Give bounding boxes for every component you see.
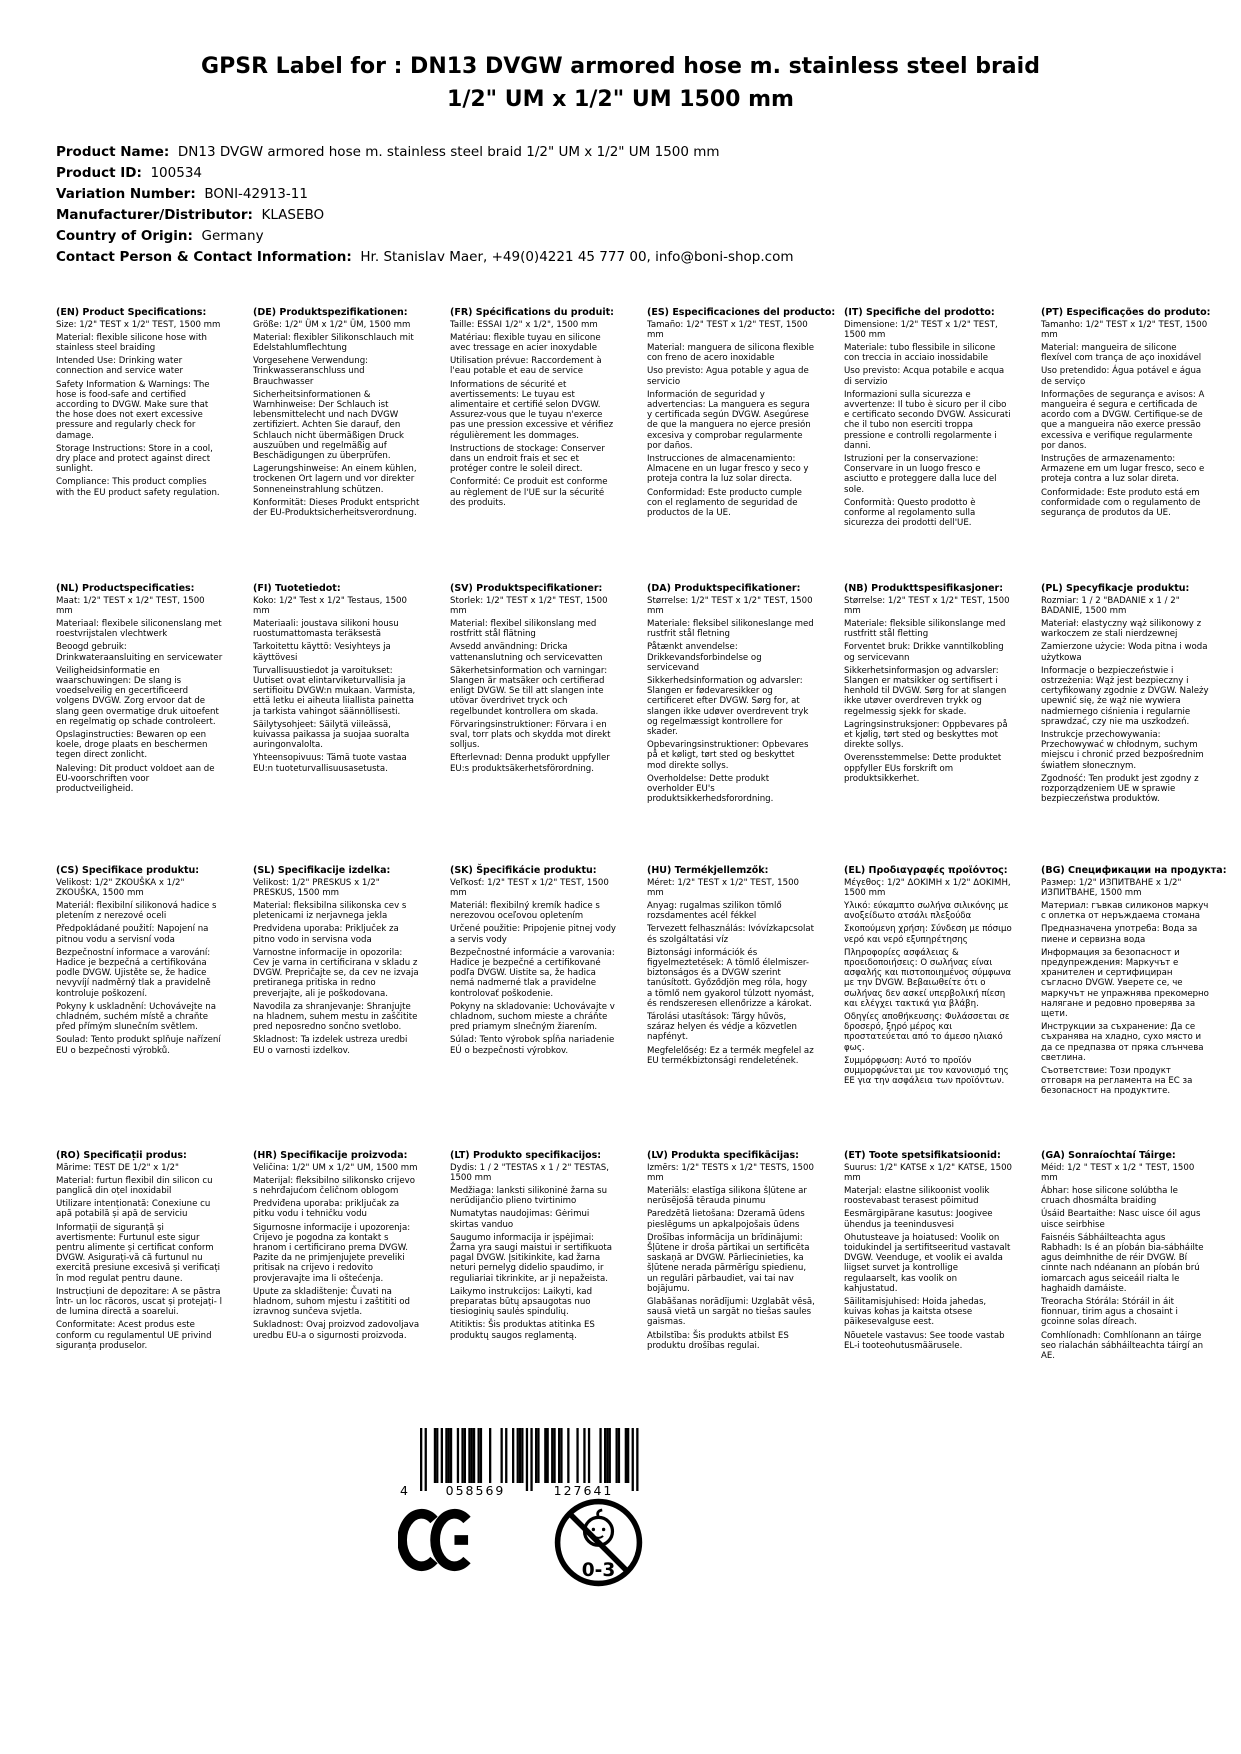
ce-mark-icon	[398, 1507, 476, 1573]
spec-paragraph: Uso pretendido: Água potável e água de serviço	[1041, 366, 1202, 387]
spec-paragraph: Material: furtun flexibil din silicon cu panglică din oțel inoxidabil	[56, 1175, 213, 1196]
spec-paragraph: Tamaño: 1/2" TEST x 1/2" TEST, 1500 mm	[647, 319, 808, 340]
spec-paragraph: Veličina: 1/2" UM x 1/2" UM, 1500 mm	[253, 1162, 418, 1173]
spec-paragraph: Størrelse: 1/2" TEST x 1/2" TEST, 1500 mm	[844, 595, 1010, 616]
spec-paragraph: Předpokládané použití: Napojení na pitnou vodu a servisní voda	[56, 924, 209, 945]
spec-cell-es	[647, 307, 836, 583]
spec-paragraph: Utilisation prévue: Raccordement à l'eau potable et eau de service	[450, 356, 602, 377]
spec-cell-bg	[1041, 865, 1227, 1150]
product-info-value: Germany	[192, 228, 264, 244]
spec-paragraph: Predviđena uporaba: priključak za pitku vodu i tehničku vodu	[253, 1199, 400, 1220]
spec-cell-ga	[1041, 1150, 1209, 1364]
spec-paragraph: Forventet bruk: Drikke vanntilkobling og servicevann	[844, 642, 1004, 663]
spec-paragraph: Safety Information & Warnings: The hose is food-safe and certified according to DVGW. Make sure that the hose does not exert excessive pressure and regularly check for damage.	[56, 379, 210, 441]
spec-paragraph: Eesmärgipärane kasutus: Joogivee ühendus ja teenindusvesi	[844, 1209, 993, 1230]
spec-paragraph: Materiál: flexibilný kremík hadice s nerezovou oceľovou opletením	[450, 900, 600, 922]
page-title-line1: GPSR Label for : DN13 DVGW armored hose m. stainless steel braid	[201, 54, 1040, 79]
spec-paragraph: Dydis: 1 / 2 "TESTAS x 1 / 2" TESTAS, 1500 mm	[450, 1162, 609, 1183]
spec-cell-da	[647, 583, 815, 865]
spec-paragraph: Информация за безопасност и предупреждения: Маркучът е хранителен и сертифициран съгласно DVGW. Уверете се, че маркучът не упражнява прекомерно налягане и редовно проверява за щети.	[1041, 947, 1209, 1019]
spec-paragraph: Material: flexibel silikonslang med rostfritt stål flätning	[450, 618, 597, 640]
spec-paragraph: Información de seguridad y advertencias: La manguera es segura y certificada según DVGW. Asegúrese de que la manguera no ejerce presión excesiva y comprobar regularmente por daños.	[647, 389, 811, 451]
spec-paragraph: Treoracha Stórála: Stóráil in áit fionnuar, tirim agus a chosaint i gcoinne solas díreach.	[1041, 1296, 1178, 1328]
spec-paragraph: Konformität: Dieses Produkt entspricht der EU-Produktsicherheitsverordnung.	[253, 497, 420, 518]
spec-paragraph: Veiligheidsinformatie en waarschuwingen: De slang is voedselveilig en gecertificeerd volgens DVGW. Zorg ervoor dat de slang geen overmatige druk uitoefent en regelmatig op schade controleert.	[56, 665, 219, 727]
spec-paragraph: Compliance: This product complies with the EU product safety regulation.	[56, 477, 220, 498]
spec-paragraph: Инструкции за съхранение: Да се съхранява на хладно, сухо място и да се предпазва от пряка слънчева светлина.	[1041, 1022, 1204, 1063]
spec-paragraph: Säilytysohjeet: Säilytä viileässä, kuivassa paikassa ja suojaa suoralta auringonvalolta.	[253, 719, 410, 751]
product-info-line	[56, 163, 794, 184]
spec-paragraph: Σκοπούμενη χρήση: Σύνδεση με πόσιμο νερό και νερό εξυπηρέτησης	[844, 924, 1012, 945]
spec-paragraph: Размер: 1/2" ИЗПИТВАНЕ x 1/2" ИЗПИТВАНЕ, 1500 mm	[1041, 877, 1182, 898]
spec-paragraph: Lagerungshinweise: An einem kühlen, trockenen Ort lagern und vor direkter Sonneneinstrahlung schützen.	[253, 464, 417, 495]
spec-paragraph: Instrucțiuni de depozitare: A se păstra într- un loc răcoros, uscat și protejați- l de lumina directă a soarelui.	[56, 1286, 223, 1318]
spec-paragraph: Conformité: Ce produit est conforme au règlement de l'UE sur la sécurité des produits.	[450, 477, 608, 508]
spec-paragraph: Materiale: fleksibel silikoneslange med rustfrit stål fletning	[647, 618, 814, 640]
spec-heading: (ES) Especificaciones del producto:	[647, 307, 836, 318]
spec-paragraph: Påtænkt anvendelse: Drikkevandsforbindelse og servicevand	[647, 642, 762, 673]
spec-paragraph: Conformitate: Acest produs este conform cu regulamentul UE privind siguranța produselor.	[56, 1320, 212, 1351]
spec-cell-pt	[1041, 307, 1209, 583]
spec-paragraph: Numatytas naudojimas: Gėrimui skirtas vanduo	[450, 1209, 590, 1230]
spec-paragraph: Sukladnost: Ovaj proizvod zadovoljava uredbu EU-a o sigurnosti proizvoda.	[253, 1320, 420, 1341]
spec-cell-nl	[56, 583, 224, 865]
spec-heading: (EN) Product Specifications:	[56, 307, 207, 318]
spec-cell-et	[844, 1150, 1012, 1364]
spec-paragraph: Tamanho: 1/2" TEST x 1/2" TEST, 1500 mm	[1041, 319, 1208, 340]
spec-paragraph: Sigurnosne informacije i upozorenja: Crijevo je pogodna za kontakt s hranom i certificirano prema DVGW. Pazite da ne primjenjujete preveliki pritisak na crijevo i redovito provjeravajte ima li oštećenja.	[253, 1222, 411, 1284]
spec-paragraph: Предназначена употреба: Вода за пиене и сервизна вода	[1041, 924, 1198, 945]
spec-paragraph: Vorgesehene Verwendung: Trinkwasseranschluss und Brauchwasser	[253, 356, 369, 387]
spec-paragraph: Materiale: tubo flessibile in silicone con treccia in acciaio inossidabile	[844, 342, 996, 364]
spec-paragraph: Soulad: Tento produkt splňuje nařízení EU o bezpečnosti výrobků.	[56, 1035, 221, 1056]
spec-paragraph: Size: 1/2" TEST x 1/2" TEST, 1500 mm	[56, 319, 221, 330]
spec-paragraph: Suurus: 1/2" KATSE x 1/2" KATSE, 1500 mm	[844, 1162, 1013, 1183]
age-range-label: 0-3	[581, 1559, 616, 1581]
spec-cell-de	[253, 307, 421, 583]
spec-paragraph: Materiale: fleksible silikonslange med rustfritt stål fletting	[844, 618, 1006, 640]
spec-paragraph: Instruções de armazenamento: Armazene em um lugar fresco, seco e proteja contra a luz solar direta.	[1041, 453, 1205, 485]
ce-letter-c	[402, 1514, 434, 1566]
baby-eye-right	[602, 1528, 605, 1531]
spec-paragraph: Uso previsto: Acqua potabile e acqua di servizio	[844, 366, 1005, 387]
spec-cell-fi	[253, 583, 421, 865]
spec-heading: (CS) Specifikace produktu:	[56, 865, 200, 876]
spec-paragraph: Conformidad: Este producto cumple con el reglamento de seguridad de productos de la UE.	[647, 487, 802, 518]
spec-paragraph: Materijal: fleksibilno silikonsko crijevo s nehrđajućom čeličnom oblogom	[253, 1175, 415, 1196]
spec-paragraph: Materiāls: elastīga silikona šļūtene ar nerūsējošā tērauda pinumu	[647, 1185, 807, 1207]
spec-cell-hr	[253, 1150, 421, 1364]
spec-paragraph: Material: manguera de silicona flexible con freno de acero inoxidable	[647, 342, 815, 364]
spec-heading: (FR) Spécifications du produit:	[450, 307, 614, 318]
spec-heading: (SK) Špecifikácie produktu:	[450, 865, 597, 876]
product-info-line	[56, 247, 794, 268]
spec-heading: (SL) Specifikacije izdelka:	[253, 865, 391, 876]
spec-paragraph: Megfelelőség: Ez a termék megfelel az EU termékbiztonsági rendeletének.	[647, 1045, 814, 1066]
spec-paragraph: Pokyny k uskladnění: Uchovávejte na chladném, suchém místě a chraňte před přímým slunečním světlem.	[56, 1001, 216, 1033]
spec-paragraph: Izmērs: 1/2" TESTS x 1/2" TESTS, 1500 mm	[647, 1162, 814, 1183]
spec-paragraph: Glabāšanas norādījumi: Uzglabāt vēsā, sausā vietā un sargāt no tiešas saules gaismas.	[647, 1296, 815, 1328]
barcode-right-group: 127641	[536, 1484, 631, 1498]
spec-heading: (DA) Produktspecifikationer:	[647, 583, 801, 594]
spec-paragraph: Zamierzone użycie: Woda pitna i woda użytkowa	[1041, 642, 1208, 663]
spec-paragraph: Matériau: flexible tuyau en silicone avec tressage en acier inoxydable	[450, 332, 601, 353]
spec-paragraph: Paredzētā lietošana: Dzeramā ūdens pieslēgums un apkalpojošais ūdens	[647, 1209, 805, 1230]
spec-cell-sk	[450, 865, 618, 1150]
product-info-value: BONI-42913-11	[195, 186, 308, 202]
spec-paragraph: Материал: гъвкав силиконов маркуч с оплетка от неръждаема стомана	[1041, 900, 1209, 922]
product-info-label: Variation Number:	[56, 186, 196, 202]
spec-paragraph: Rozmiar: 1 / 2 "BADANIE x 1 / 2" BADANIE, 1500 mm	[1041, 595, 1180, 616]
spec-paragraph: Utilizare intenționată: Conexiune cu apă potabilă și apă de serviciu	[56, 1199, 211, 1220]
product-info-line	[56, 226, 794, 247]
spec-heading: (PT) Especificações do produto:	[1041, 307, 1211, 318]
spec-cell-cs	[56, 865, 224, 1150]
spec-paragraph: Storage Instructions: Store in a cool, dry place and protect against direct sunlight.	[56, 443, 213, 475]
spec-paragraph: Säkerhetsinformation och varningar: Slangen är matsäker och certifierad enligt DVGW. Se till att slangen inte utövar överdrivet tryck och regelbundet kontrollera om skada.	[450, 665, 608, 717]
spec-paragraph: Materiał: elastyczny wąż silikonowy z warkoczem ze stali nierdzewnej	[1041, 618, 1202, 640]
specs-grid	[56, 307, 1227, 1364]
spec-cell-en	[56, 307, 224, 583]
product-info-label: Product Name:	[56, 144, 170, 160]
spec-heading: (IT) Specifiche del prodotto:	[844, 307, 995, 318]
spec-cell-sv	[450, 583, 618, 865]
spec-paragraph: Zgodność: Ten produkt jest zgodny z rozporządzeniem UE w sprawie bezpieczeństwa produktów.	[1041, 773, 1199, 805]
spec-heading: (HU) Termékjellemzők:	[647, 865, 769, 876]
spec-paragraph: Materjal: elastne silikoonist voolik roostevabast terasest põimitud	[844, 1185, 990, 1207]
spec-paragraph: Turvallisuustiedot ja varoitukset: Uutiset ovat elintarviketurvallisia ja sertifioitu DVGW:n mukaan. Varmista, että letku ei aiheuta liiallista painetta ja tarkista vahingot säännöllisesti.	[253, 665, 416, 717]
spec-paragraph: Съответствие: Този продукт отговаря на регламента на ЕС за безопасност на продуктите.	[1041, 1065, 1193, 1097]
spec-paragraph: Nõuetele vastavus: See toode vastab EL-i tooteohutusmäärusele.	[844, 1330, 1005, 1351]
product-info-label: Country of Origin:	[56, 228, 193, 244]
spec-paragraph: Úsáid Beartaithe: Nasc uisce óil agus uisce seirbhise	[1041, 1209, 1201, 1230]
spec-paragraph: Conformidade: Este produto está em conformidade com o regulamento de segurança de produtos da UE.	[1041, 487, 1201, 518]
spec-heading: (LV) Produkta specifikācijas:	[647, 1150, 799, 1161]
page-title	[0, 50, 1241, 116]
product-info-label: Contact Person & Contact Information:	[56, 249, 352, 265]
spec-paragraph: Biztonsági információk és figyelmeztetések: A tömlő élelmiszer-biztonságos és a DVGW szerint tanúsított. Győződjön meg róla, hogy a tömlő nem gyakorol túlzott nyomást, és rendszeresen ellenőrizze a károkat.	[647, 947, 815, 1009]
spec-paragraph: Dimensione: 1/2" TEST x 1/2" TEST, 1500 mm	[844, 319, 998, 340]
spec-paragraph: Ohutusteave ja hoiatused: Voolik on toidukindel ja sertifitseeritud vastavalt DVGW. Veenduge, et voolik ei avalda liigset survet ja kontrollige regulaarselt, kas voolik on kahjustatud.	[844, 1232, 1011, 1294]
spec-paragraph: Predvidena uporaba: Priključek za pitno vodo in servisna voda	[253, 924, 399, 945]
spec-paragraph: Ábhar: hose silicone solúbtha le cruach dhosmálta braiding	[1041, 1185, 1178, 1207]
spec-paragraph: Informações de segurança e avisos: A mangueira é segura e certificada de acordo com a DVGW. Certifique-se de que a mangueira não exerce pressão excessiva e verifique regularmente por danos.	[1041, 389, 1205, 451]
spec-paragraph: Súlad: Tento výrobok spĺňa nariadenie EÚ o bezpečnosti výrobkov.	[450, 1035, 615, 1056]
spec-cell-nb	[844, 583, 1012, 865]
spec-heading: (RO) Specificații produs:	[56, 1150, 187, 1161]
spec-paragraph: Skladnost: Ta izdelek ustreza uredbi EU o varnosti izdelkov.	[253, 1035, 408, 1056]
spec-paragraph: Größe: 1/2" ÜM x 1/2" ÜM, 1500 mm	[253, 319, 411, 330]
spec-paragraph: Materiaali: joustava silikoni housu ruostumattomasta teräksestä	[253, 618, 399, 640]
spec-cell-lv	[647, 1150, 815, 1364]
spec-paragraph: Sicherheitsinformationen & Warnhinweise: Der Schlauch ist lebensmittelecht und nach DVGW zertifiziert. Achten Sie darauf, den Schlauch nicht übermäßigen Druck auszuüben und regelmäßig auf Beschädigungen zu überprüfen.	[253, 389, 404, 461]
spec-paragraph: Comhlíonadh: Comhlíonann an táirge seo rialachán sábháilteachta táirgí an AE.	[1041, 1330, 1204, 1361]
spec-paragraph: Lagringsinstruksjoner: Oppbevares på et kjølig, tørt sted og beskyttes mot direkte sollys.	[844, 719, 1008, 751]
product-info-line	[56, 205, 794, 226]
spec-paragraph: Taille: ESSAI 1/2" x 1/2", 1500 mm	[450, 319, 598, 330]
spec-paragraph: Medžiaga: lanksti silikoninė žarna su nerūdijančio plieno tvirtinimo	[450, 1185, 608, 1207]
spec-paragraph: Koko: 1/2" Test x 1/2" Testaus, 1500 mm	[253, 595, 407, 616]
spec-paragraph: Tárolási utasítások: Tárgy hűvös, száraz helyen és védje a közvetlen napfényt.	[647, 1011, 798, 1043]
product-info-value: KLASEBO	[252, 207, 325, 223]
spec-paragraph: Veľkosť: 1/2" TEST x 1/2" TEST, 1500 mm	[450, 877, 609, 898]
spec-heading: (EL) Προδιαγραφές προϊόντος:	[844, 865, 1008, 876]
spec-cell-el	[844, 865, 1012, 1150]
spec-paragraph: Materiál: flexibilní silikonová hadice s pletením z nerezové oceli	[56, 900, 217, 922]
spec-paragraph: Material: flexible silicone hose with stainless steel braiding	[56, 332, 207, 353]
spec-heading: (LT) Produkto specifikacijos:	[450, 1150, 602, 1161]
spec-cell-ro	[56, 1150, 224, 1364]
spec-heading: (NL) Productspecificaties:	[56, 583, 195, 594]
spec-paragraph: Μέγεθος: 1/2" ΔΟΚΙΜΗ x 1/2" ΔΟΚΙΜΗ, 1500 mm	[844, 877, 1011, 898]
spec-paragraph: Συμμόρφωση: Αυτό το προϊόν συμμορφώνεται με τον κανονισμό της ΕΕ για την ασφάλεια των προϊόντων.	[844, 1055, 1009, 1087]
product-info-label: Product ID:	[56, 165, 142, 181]
spec-paragraph: Sikkerhedsinformation og advarsler: Slangen er fødevaresikker og certificeret efter DVGW. Sørg for, at slangen ikke udøver overdrevent tryk og regelmæssigt kontrollere for skader.	[647, 675, 809, 737]
spec-paragraph: Material: flexibler Silikonschlauch mit Edelstahlumflechtung	[253, 332, 414, 353]
spec-paragraph: Størrelse: 1/2" TEST x 1/2" TEST, 1500 mm	[647, 595, 813, 616]
spec-paragraph: Instrucciones de almacenamiento: Almacene en un lugar fresco y seco y proteja contra la luz solar directa.	[647, 453, 809, 485]
baby-eye-left	[592, 1528, 595, 1531]
spec-paragraph: Avsedd användning: Dricka vattenanslutning och servicevatten	[450, 642, 603, 663]
spec-paragraph: Υλικό: εύκαμπτο σωλήνα σιλικόνης με ανοξείδωτο ατσάλι πλεξούδα	[844, 900, 1009, 922]
spec-paragraph: Navodila za shranjevanje: Shranjujte na hladnem, suhem mestu in zaščitite pred neposredno sončno svetlobo.	[253, 1001, 418, 1033]
product-info-value: 100534	[141, 165, 203, 181]
spec-paragraph: Instrukcje przechowywania: Przechowywać w chłodnym, suchym miejscu i chronić przed bezpośrednim światłem słonecznym.	[1041, 729, 1204, 771]
spec-paragraph: Informacje o bezpieczeństwie i ostrzeżenia: Wąż jest bezpieczny i certyfikowany zgodnie z DVGW. Należy upewnić się, że wąż nie wywiera nadmiernego ciśnienia i regularnie sprawdzać, czy nie ma uszkodzeń.	[1041, 665, 1209, 727]
spec-paragraph: Instructions de stockage: Conserver dans un endroit frais et sec et protéger contre le soleil direct.	[450, 443, 605, 475]
product-info	[56, 142, 794, 268]
spec-paragraph: Určené použitie: Pripojenie pitnej vody a servis vody	[450, 924, 616, 945]
spec-paragraph: Förvaringsinstruktioner: Förvara i en sval, torr plats och skydda mot direkt solljus.	[450, 719, 611, 751]
spec-paragraph: Varnostne informacije in opozorila: Cev je varna in certificirana v skladu z DVGW. Prepričajte se, da cev ne izvaja pretiranega pritiska in redno preverjajte, ali je poškodovana.	[253, 947, 419, 999]
barcode-bars	[420, 1428, 639, 1491]
spec-paragraph: Velikost: 1/2" ZKOUŠKA x 1/2" ZKOUŠKA, 1500 mm	[56, 877, 185, 898]
spec-paragraph: Méid: 1/2 " TEST x 1/2 " TEST, 1500 mm	[1041, 1162, 1195, 1183]
spec-paragraph: Informazioni sulla sicurezza e avvertenze: Il tubo è sicuro per il cibo e certificato secondo DVGW. Assicurati che il tubo non eserciti troppa pressione e controlli regolarmente i danni.	[844, 389, 1011, 451]
spec-paragraph: Maat: 1/2" TEST x 1/2" TEST, 1500 mm	[56, 595, 205, 616]
ean-barcode	[400, 1428, 639, 1502]
spec-paragraph: Laikymo instrukcijos: Laikyti, kad preparatas būtų apsaugotas nuo tiesioginių saulės spindulių.	[450, 1286, 593, 1318]
spec-cell-it	[844, 307, 1012, 583]
spec-paragraph: Efterlevnad: Denna produkt uppfyller EU:s produktsäkerhetsförordning.	[450, 753, 610, 774]
product-info-value: Hr. Stanislav Maer, +49(0)4221 45 777 00, info@boni-shop.com	[351, 249, 794, 265]
spec-paragraph: Yhteensopivuus: Tämä tuote vastaa EU:n tuoteturvallisuusasetusta.	[253, 753, 407, 774]
barcode-first-digit: 4	[400, 1483, 408, 1498]
spec-paragraph: Intended Use: Drinking water connection and service water	[56, 356, 183, 377]
spec-paragraph: Pokyny na skladovanie: Uchovávajte v chladnom, suchom mieste a chráňte pred priamym slnečným žiarením.	[450, 1001, 615, 1033]
spec-paragraph: Bezpečnostní informace a varování: Hadice je bezpečná a certifikována podle DVGW. Ujistěte se, že hadice nevyvíjí nadměrný tlak a pravidelně kontroluje poškození.	[56, 947, 211, 999]
spec-paragraph: Conformità: Questo prodotto è conforme al regolamento sulla sicurezza dei prodotti dell'UE.	[844, 497, 976, 529]
spec-heading: (HR) Specifikacije proizvoda:	[253, 1150, 408, 1161]
spec-paragraph: Overholdelse: Dette produkt overholder EU's produktsikkerhedsforordning.	[647, 773, 774, 805]
spec-paragraph: Sikkerhetsinformasjon og advarsler: Slangen er matsikker og sertifisert i henhold til DVGW. Sørg for at slangen ikke utøver overdreven trykk og regelmessig sjekk for skade.	[844, 665, 1007, 717]
spec-heading: (FI) Tuotetiedot:	[253, 583, 341, 594]
spec-paragraph: Storlek: 1/2" TEST x 1/2" TEST, 1500 mm	[450, 595, 608, 616]
spec-paragraph: Οδηγίες αποθήκευσης: Φυλάσσεται σε δροσερό, ξηρό μέρος και προστατεύεται από το άμεσο ηλιακό φως.	[844, 1011, 1010, 1053]
spec-paragraph: Mărime: TEST DE 1/2" x 1/2"	[56, 1162, 179, 1173]
spec-heading: (NB) Produkttspesifikasjoner:	[844, 583, 1004, 594]
spec-paragraph: Πληροφορίες ασφάλειας & προειδοποιήσεις: Ο σωλήνας είναι ασφαλής και πιστοποιημένος σύμφωνα με την DVGW. Βεβαιωθείτε ότι ο σωλήνας δεν ασκεί υπερβολική πίεση και ελέγχει τακτικά για βλάβη.	[844, 947, 1012, 1009]
spec-cell-lt	[450, 1150, 618, 1364]
spec-cell-pl	[1041, 583, 1209, 865]
spec-paragraph: Informations de sécurité et avertissements: Le tuyau est alimentaire et certifié selon DVGW. Assurez-vous que le tuyau n'exerce pas une pression excessive et vérifiez régulièrement les dommages.	[450, 379, 614, 441]
spec-paragraph: Opbevaringsinstruktioner: Opbevares på et køligt, tørt sted og beskyttet mod direkte sollys.	[647, 740, 809, 771]
spec-paragraph: Faisnéis Sábháilteachta agus Rabhadh: Is é an píobán bia-sábháilte agus deimhnithe de réir DVGW. Bí cinnte nach ndéanann an píobán brú iomarcach agus seiceáil rialta le haghaidh damáiste.	[1041, 1232, 1204, 1294]
spec-paragraph: Drošības informācija un brīdinājumi: Šļūtene ir droša pārtikai un sertificēta saskaņā ar DVGW. Pārliecinieties, ka šļūtene nerada pārmērīgu spiedienu, un regulāri pārbaudiet, vai tai nav bojājumu.	[647, 1232, 810, 1294]
spec-paragraph: Atitiktis: Šis produktas atitinka ES produktų saugos reglamentą.	[450, 1320, 595, 1341]
spec-paragraph: Material: mangueira de silicone flexível com trança de aço inoxidável	[1041, 342, 1202, 364]
spec-paragraph: Uso previsto: Agua potable y agua de servicio	[647, 366, 809, 387]
spec-paragraph: Overensstemmelse: Dette produktet oppfyller EUs forskrift om produktsikkerhet.	[844, 753, 1002, 784]
spec-paragraph: Bezpečnostné informácie a varovania: Hadice je bezpečné a certifikované podľa DVGW. Uistite sa, že hadica nemá nadmerné tlak a pravidelne kontrolovať poškodenie.	[450, 947, 615, 999]
barcode-left-group: 058569	[428, 1484, 523, 1498]
spec-paragraph: Informații de siguranță și avertismente: Furtunul este sigur pentru alimente și certificat conform DVGW. Asigurați-vă că furtunul nu exercită presiune excesivă și verificați în mod regulat pentru daune.	[56, 1222, 221, 1284]
product-info-line	[56, 184, 794, 205]
spec-paragraph: Velikost: 1/2" PRESKUS x 1/2" PRESKUS, 1500 mm	[253, 877, 380, 898]
spec-cell-sl	[253, 865, 421, 1150]
age-warning-0-3-icon	[552, 1496, 645, 1589]
spec-heading: (DE) Produktspezifikationen:	[253, 307, 408, 318]
product-info-label: Manufacturer/Distributor:	[56, 207, 253, 223]
spec-paragraph: Opslaginstructies: Bewaren op een koele, droge plaats en beschermen tegen direct zonlicht.	[56, 729, 208, 761]
spec-paragraph: Naleving: Dit product voldoet aan de EU-voorschriften voor productveiligheid.	[56, 763, 215, 794]
spec-paragraph: Istruzioni per la conservazione: Conservare in un luogo fresco e asciutto e proteggere dalla luce del sole.	[844, 453, 997, 495]
spec-heading: (ET) Toote spetsifikatsioonid:	[844, 1150, 1001, 1161]
spec-paragraph: Méret: 1/2" TEST x 1/2" TEST, 1500 mm	[647, 877, 800, 898]
spec-paragraph: Tervezett felhasználás: Ivóvízkapcsolat és szolgáltatási víz	[647, 924, 815, 945]
spec-paragraph: Tarkoitettu käyttö: Vesiyhteys ja käyttövesi	[253, 642, 391, 663]
spec-cell-fr	[450, 307, 618, 583]
spec-paragraph: Saugumo informacija ir įspėjimai: Žarna yra saugi maistui ir sertifikuota pagal DVGW. Įsitikinkite, kad žarna neturi pernelyg didelio spaudimo, ir reguliariai tikrinkite, ar ji nepažeista.	[450, 1232, 612, 1284]
spec-heading: (PL) Specyfikacje produktu:	[1041, 583, 1190, 594]
spec-paragraph: Atbilstība: Šis produkts atbilst ES produktu drošības regulai.	[647, 1330, 789, 1351]
spec-paragraph: Materiaal: flexibele siliconenslang met roestvrijstalen vlechtwerk	[56, 618, 222, 640]
spec-paragraph: Material: fleksibilna silikonska cev s pletenicami iz nerjavnega jekla	[253, 900, 407, 922]
spec-paragraph: Anyag: rugalmas szilikon tömlő rozsdamentes acél fékkel	[647, 900, 782, 922]
spec-paragraph: Beoogd gebruik: Drinkwateraansluiting en servicewater	[56, 642, 223, 663]
spec-heading: (SV) Produktspecifikationer:	[450, 583, 603, 594]
page-title-line2: 1/2" UM x 1/2" UM 1500 mm	[447, 87, 794, 112]
product-info-value: DN13 DVGW armored hose m. stainless steel braid 1/2" UM x 1/2" UM 1500 mm	[169, 144, 720, 160]
spec-cell-hu	[647, 865, 815, 1150]
spec-paragraph: Upute za skladištenje: Čuvati na hladnom, suhom mjestu i zaštititi od izravnog sunčeva svjetla.	[253, 1286, 410, 1318]
product-info-line	[56, 142, 794, 163]
spec-paragraph: Säilitamisjuhised: Hoida jahedas, kuivas kohas ja kaitsta otsese päikesevalguse eest.	[844, 1296, 987, 1328]
spec-heading: (BG) Спецификации на продукта:	[1041, 865, 1227, 876]
spec-heading: (GA) Sonraíochtaí Táirge:	[1041, 1150, 1176, 1161]
